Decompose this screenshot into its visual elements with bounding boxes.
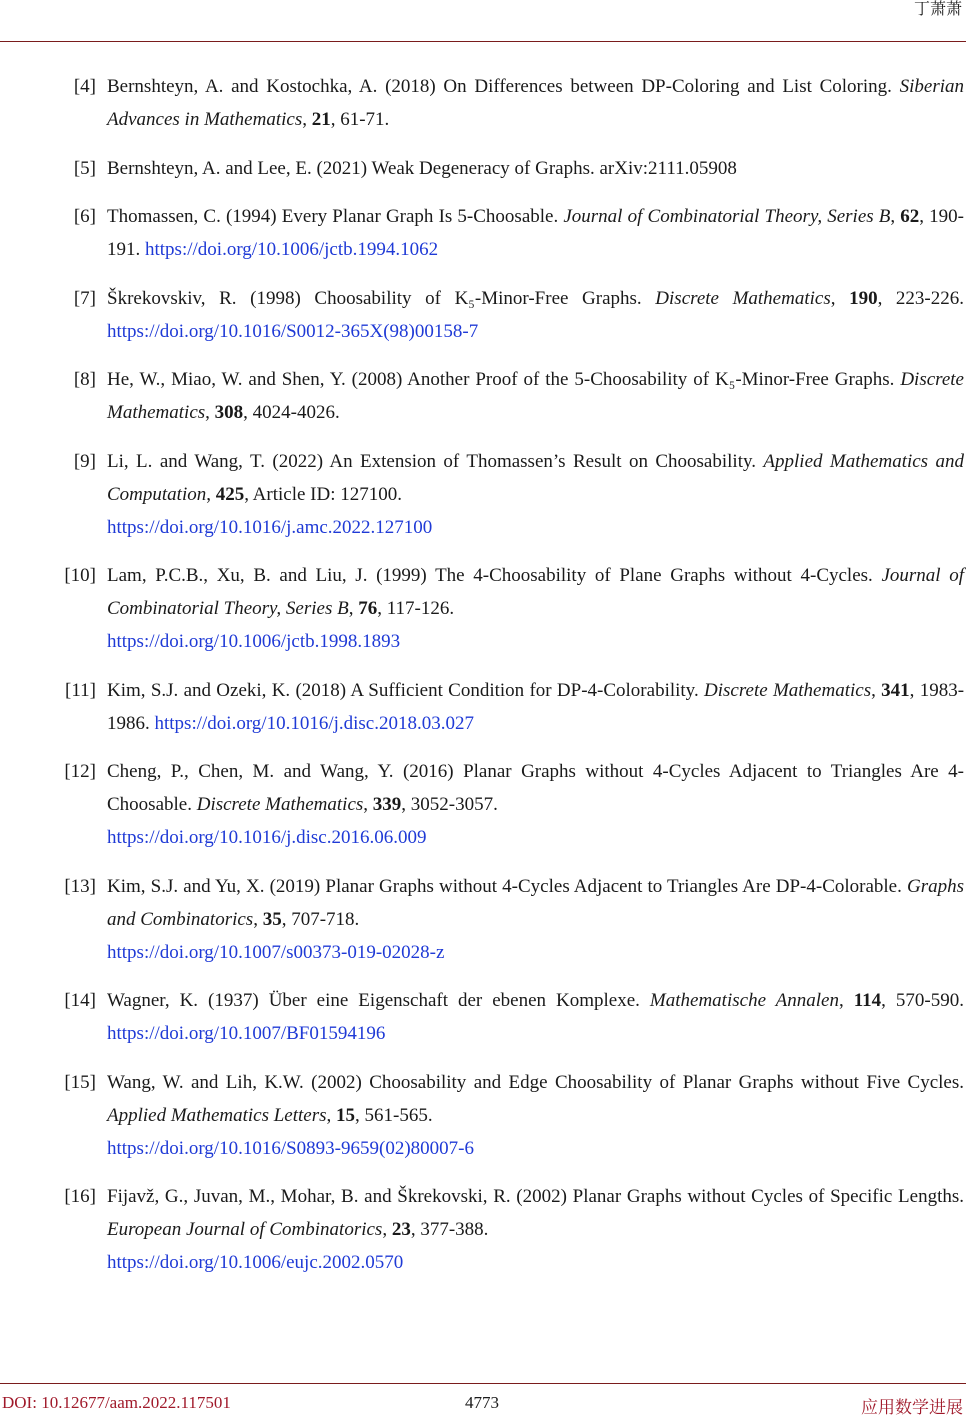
reference-separator: , [348, 598, 359, 619]
reference-pages: , Article ID: 127100. [244, 483, 403, 505]
reference-item [0, 674, 966, 740]
reference-pages: , 707-718. [281, 908, 360, 930]
reference-pages: , 570-590. [881, 990, 964, 1011]
reference-doi-link[interactable]: https://doi.org/10.1016/j.disc.2016.06.009 [107, 827, 427, 848]
reference-pages: , 1983-1986. [107, 679, 965, 734]
reference-number: [7] [73, 287, 96, 309]
reference-doi-link[interactable]: https://doi.org/10.1006/eujc.2002.0570 [107, 1252, 404, 1273]
reference-doi-link[interactable]: https://doi.org/10.1007/BF01594196 [107, 1023, 386, 1044]
reference-pages: , 4024-4026. [243, 402, 340, 423]
reference-text: Wang, W. and Lih, K.W. (2002) Choosability and Edge Choosability of Planar Graphs without Five Cycles. [107, 1071, 964, 1093]
reference-volume: 35 [262, 908, 282, 930]
reference-number: [5] [73, 157, 96, 179]
reference-separator: , [838, 990, 854, 1011]
reference-volume: 190 [849, 287, 878, 309]
reference-volume: 62 [900, 206, 920, 227]
reference-journal: Discrete Mathematics [655, 287, 831, 309]
reference-journal: Siberian Advances in Mathematics [107, 76, 964, 130]
reference-volume: 425 [215, 483, 245, 505]
reference-item [0, 559, 966, 658]
reference-separator: , [326, 1104, 337, 1126]
page-footer [0, 1383, 966, 1415]
reference-item [0, 870, 966, 969]
reference-item [0, 445, 966, 544]
reference-doi-link[interactable]: https://doi.org/10.1006/jctb.1998.1893 [107, 631, 401, 652]
reference-item [0, 363, 966, 429]
reference-journal: Applied Mathematics Letters [107, 1104, 327, 1126]
reference-item [0, 200, 966, 266]
reference-text: Kim, S.J. and Ozeki, K. (2018) A Sufficient Condition for DP-4-Colorability. [107, 679, 704, 701]
reference-doi-link[interactable]: https://doi.org/10.1007/s00373-019-02028-z [107, 941, 445, 963]
reference-pages: , 377-388. [410, 1219, 489, 1240]
reference-text: Li, L. and Wang, T. (2022) An Extension of Thomassen’s Result on Choosability. [107, 450, 764, 472]
reference-text: Cheng, P., Chen, M. and Wang, Y. (2016) Planar Graphs without 4-Cycles Adjacent to Triangles Are 4-Choosable. [107, 761, 964, 815]
page-number: 4773 [465, 1393, 499, 1412]
reference-doi-link[interactable]: https://doi.org/10.1016/S0012-365X(98)00158-7 [107, 320, 479, 342]
reference-number: [6] [73, 206, 96, 227]
reference-pages: , 3052-3057. [401, 794, 498, 815]
reference-text: Fijavž, G., Juvan, M., Mohar, B. and Škrekovski, R. (2002) Planar Graphs without Cycles of Specific Lengths. [107, 1186, 964, 1207]
reference-number: [16] [64, 1186, 96, 1207]
reference-pages: , 223-226. [877, 287, 965, 309]
reference-number: [11] [65, 679, 96, 701]
header-author: 丁萧萧 [913, 1, 962, 18]
reference-item [0, 755, 966, 854]
reference-text: He, W., Miao, W. and Shen, Y. (2008) Another Proof of the 5-Choosability of K₅-Minor-Free Graphs. [107, 369, 901, 390]
reference-number: [13] [64, 875, 96, 897]
reference-volume: 339 [372, 794, 402, 815]
reference-item [0, 70, 966, 136]
reference-text: Lam, P.C.B., Xu, B. and Liu, J. (1999) The 4-Choosability of Plane Graphs without 4-Cycles. [107, 565, 882, 586]
reference-doi-link[interactable]: https://doi.org/10.1006/jctb.1994.1062 [145, 239, 439, 260]
reference-number: [9] [73, 450, 96, 472]
reference-doi-link[interactable]: https://doi.org/10.1016/S0893-9659(02)80007-6 [107, 1137, 474, 1159]
reference-number: [8] [73, 369, 96, 390]
reference-doi-link[interactable]: https://doi.org/10.1016/j.amc.2022.127100 [107, 516, 433, 538]
reference-text: Thomassen, C. (1994) Every Planar Graph Is 5-Choosable. [107, 206, 564, 227]
reference-doi-link[interactable]: https://doi.org/10.1016/j.disc.2018.03.027 [154, 712, 474, 734]
reference-text: Škrekovskiv, R. (1998) Choosability of K₅-Minor-Free Graphs. [107, 287, 656, 309]
reference-item [0, 1066, 966, 1165]
reference-pages: , 117-126. [377, 598, 455, 619]
reference-number: [10] [64, 565, 96, 586]
reference-separator: , [205, 402, 215, 423]
reference-separator: , [830, 287, 850, 309]
reference-number: [4] [73, 76, 96, 97]
reference-volume: 76 [358, 598, 378, 619]
reference-pages: , 561-565. [355, 1104, 433, 1126]
reference-journal: Discrete Mathematics [107, 369, 964, 423]
footer-journal-name: 应用数学进展 [861, 1398, 963, 1417]
reference-volume: 21 [311, 109, 331, 130]
reference-volume: 308 [214, 402, 244, 423]
reference-text: Bernshteyn, A. and Lee, E. (2021) Weak Degeneracy of Graphs. arXiv:2111.05908 [107, 157, 737, 179]
reference-item [0, 984, 966, 1050]
reference-separator: , [363, 794, 373, 815]
reference-separator: , [206, 483, 216, 505]
reference-volume: 341 [881, 679, 910, 701]
reference-number: [15] [64, 1071, 96, 1093]
reference-journal: Mathematische Annalen [649, 990, 839, 1011]
footer-doi[interactable]: DOI: 10.12677/aam.2022.117501 [2, 1393, 231, 1412]
reference-number: [14] [64, 990, 96, 1011]
reference-volume: 114 [853, 990, 882, 1011]
reference-item [0, 282, 966, 348]
reference-volume: 15 [336, 1104, 356, 1126]
reference-item [0, 1180, 966, 1279]
reference-list [0, 70, 966, 1295]
reference-volume: 23 [391, 1219, 411, 1240]
reference-journal: Discrete Mathematics [704, 679, 872, 701]
reference-text: Wagner, K. (1937) Über eine Eigenschaft der ebenen Komplexe. [107, 990, 650, 1011]
reference-pages: , 61-71. [330, 109, 390, 130]
reference-journal: Applied Mathematics and Computation [107, 450, 964, 505]
reference-text: Kim, S.J. and Yu, X. (2019) Planar Graphs without 4-Cycles Adjacent to Triangles Are DP-4-Colorable. [107, 875, 907, 897]
page-header [0, 0, 966, 42]
reference-separator: , [890, 206, 901, 227]
reference-separator: , [871, 679, 882, 701]
reference-item [0, 152, 966, 185]
reference-separator: , [382, 1219, 392, 1240]
reference-journal: Journal of Combinatorial Theory, Series B [107, 565, 964, 619]
reference-text: Bernshteyn, A. and Kostochka, A. (2018) On Differences between DP-Coloring and List Coloring. [107, 76, 900, 97]
reference-journal: Graphs and Combinatorics [107, 875, 964, 930]
reference-pages: , 190-191. [107, 206, 965, 260]
reference-number: [12] [64, 761, 96, 782]
reference-separator: , [302, 109, 312, 130]
reference-journal: Journal of Combinatorial Theory, Series B [563, 206, 891, 227]
reference-journal: European Journal of Combinatorics [107, 1219, 383, 1240]
reference-journal: Discrete Mathematics [196, 794, 364, 815]
reference-separator: , [253, 908, 263, 930]
